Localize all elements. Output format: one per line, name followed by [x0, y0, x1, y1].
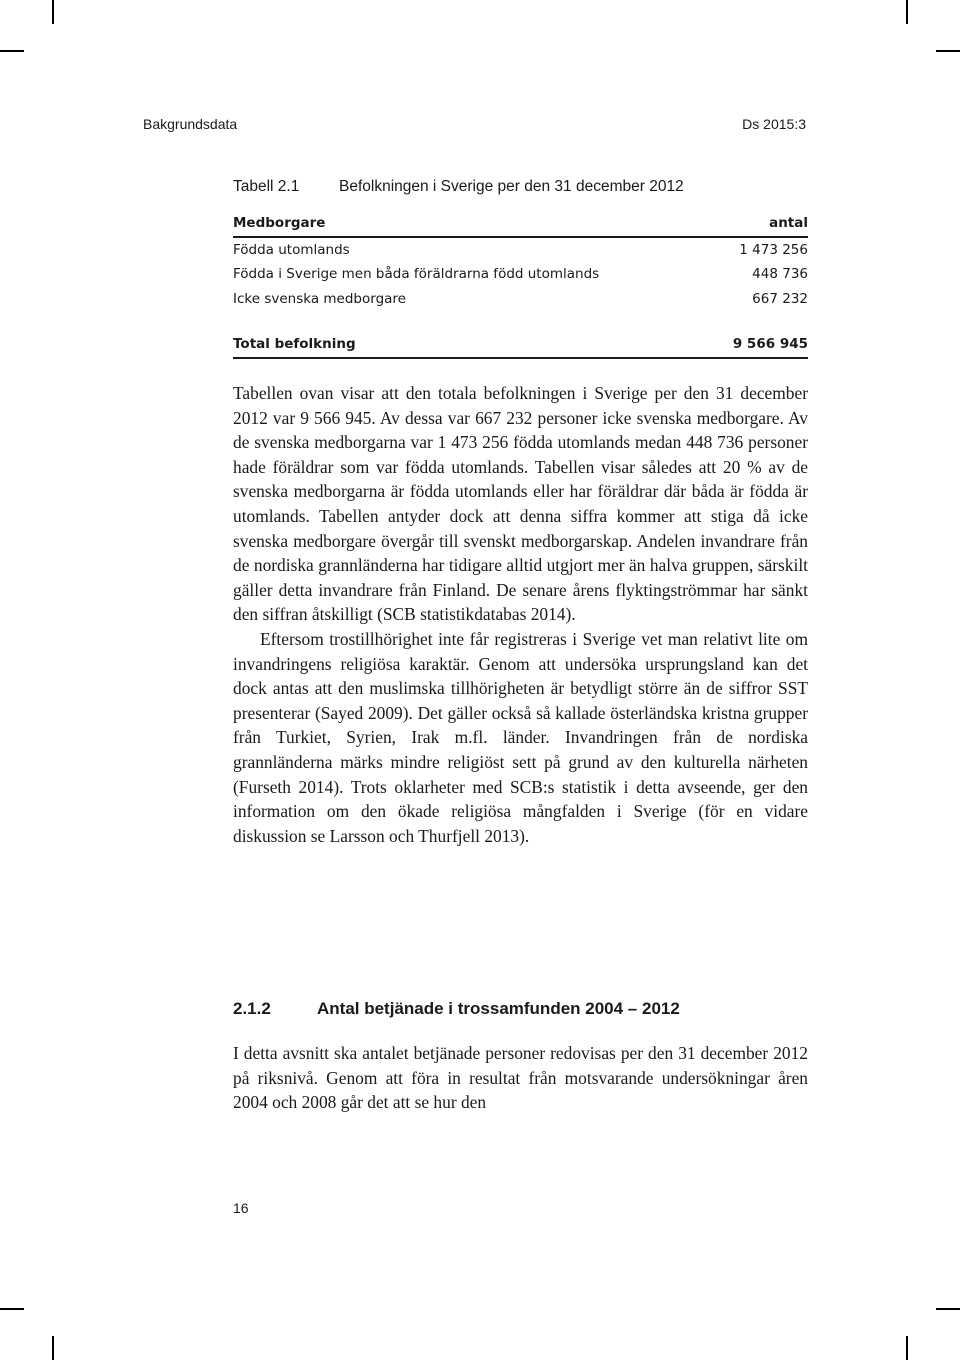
table-row — [233, 237, 808, 263]
crop-mark — [906, 0, 908, 24]
table-caption — [233, 178, 808, 196]
table-row — [233, 287, 808, 312]
table-header-row — [233, 211, 808, 237]
row-value: 1 473 256 — [739, 241, 808, 258]
running-head — [143, 116, 806, 132]
total-value: 9 566 945 — [710, 332, 808, 358]
section-number: 2.1.2 — [233, 999, 271, 1018]
total-label: Total befolkning — [233, 332, 710, 358]
column-header-label: Medborgare — [233, 211, 710, 237]
crop-mark — [936, 50, 960, 52]
table-title: Befolkningen i Sverige per den 31 december 2012 — [339, 178, 684, 195]
table-total-row — [233, 332, 808, 358]
table-spacer — [233, 311, 808, 332]
crop-mark — [906, 1336, 908, 1360]
section-heading — [233, 999, 680, 1019]
column-header-value: antal — [710, 211, 808, 237]
crop-mark — [52, 1336, 54, 1360]
paragraph: Eftersom trostillhörighet inte får registreras i Sverige vet man relativt lite om invandringens religiösa karaktär. Genom att undersöka ursprungsland kan det dock antas att den muslimska tillhörigheten är betydligt större än de siffror SST presenterar (Sayed 2009). Det gäller också så kallade österländska kristna grupper från Turkiet, Syrien, Irak m.fl. länder. Invandringen från de nordiska grannländerna märks mindre religiöst sett på grund av den kulturella närheten (Furseth 2014). Trots oklarheter med SCB:s statistik i detta avseende, ger den information om den ökade religiösa mångfalden i Sverige (för en vidare diskussion se Larsson och Thurfjell 2013). — [233, 628, 808, 846]
population-table — [233, 211, 808, 359]
body-text — [233, 381, 808, 848]
paragraph: I detta avsnitt ska antalet betjänade personer redovisas per den 31 december 2012 på riksnivå. Genom att föra in resultat från motsvarande undersökningar åren 2004 och 2008 går det att se hur den — [233, 1043, 808, 1113]
running-head-left: Bakgrundsdata — [143, 116, 238, 132]
row-value: 667 232 — [752, 290, 808, 307]
crop-mark — [52, 0, 54, 24]
section-title: Antal betjänade i trossamfunden 2004 – 2012 — [317, 999, 680, 1018]
row-value: 448 736 — [752, 266, 808, 282]
row-label: Icke svenska medborgare — [233, 290, 406, 307]
page-number: 16 — [233, 1200, 249, 1216]
crop-mark — [936, 1308, 960, 1310]
table-number: Tabell 2.1 — [233, 178, 300, 195]
section-body — [233, 1041, 808, 1115]
row-label: Födda utomlands — [233, 241, 350, 258]
paragraph: Tabellen ovan visar att den totala befolkningen i Sverige per den 31 december 2012 var 9 566 945. Av dessa var 667 232 personer icke svenska medborgare. Av de svenska medborgarna var 1 473 256 födda utomlands medan 448 736 personer hade föräldrar som var födda utomlands. Tabellen visar således att 20 % av de svenska medborgarna är födda utomlands eller har föräldrar där båda är födda är utomlands. Tabellen antyder dock att denna siffra kommer att stiga då icke svenska medborgare övergår till svenskt medborgarskap. Andelen invandrare från de nordiska grannländerna har tidigare alltid utgjort mer än halva gruppen, särskilt gäller detta invandrare från Finland. De senare årens flyktingströmmar har sänkt den siffran åtskilligt (SCB statistikdatabas 2014). — [233, 383, 808, 625]
row-label: Födda i Sverige men båda föräldrarna född utomlands — [233, 266, 600, 282]
running-head-right: Ds 2015:3 — [742, 116, 806, 132]
crop-mark — [0, 50, 24, 52]
table-row — [233, 262, 808, 287]
crop-mark — [0, 1308, 24, 1310]
